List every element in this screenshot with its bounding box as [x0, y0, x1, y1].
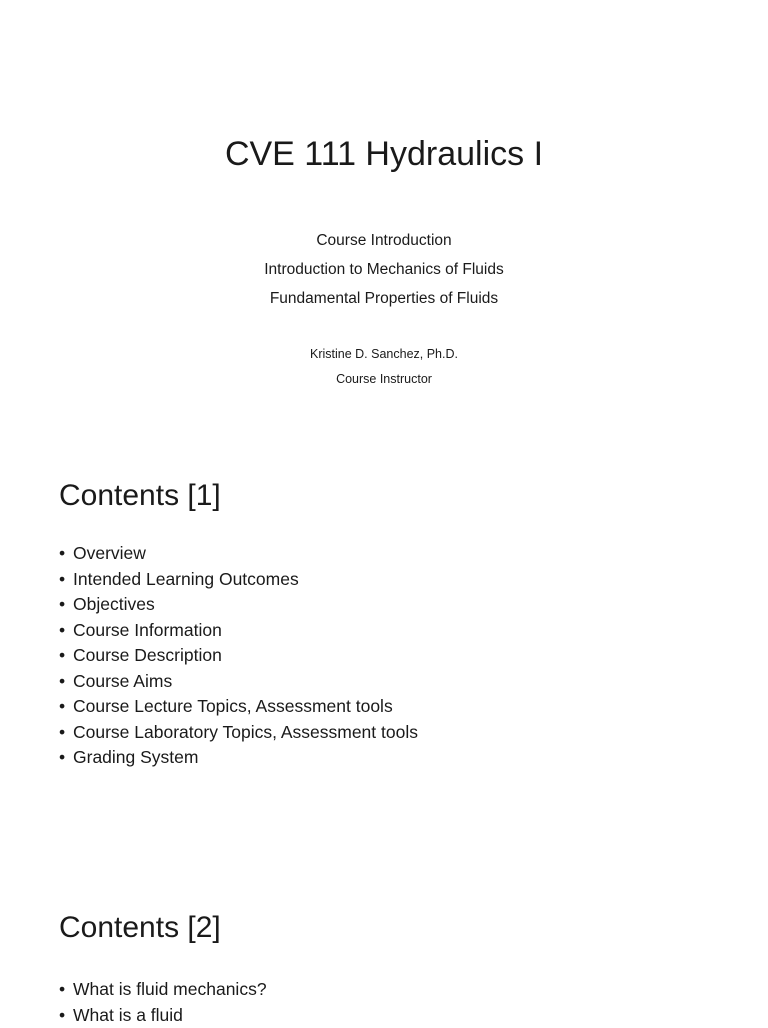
- contents-heading-1: Contents [1]: [59, 476, 221, 516]
- contents-heading-2: Contents [2]: [59, 908, 221, 948]
- list-item-label: Intended Learning Outcomes: [73, 569, 299, 589]
- bullet-icon: •: [59, 669, 73, 695]
- list-item-label: Course Laboratory Topics, Assessment tools: [73, 722, 418, 742]
- bullet-icon: •: [59, 694, 73, 720]
- list-item-label: Course Lecture Topics, Assessment tools: [73, 696, 393, 716]
- contents-list-1: [59, 541, 418, 771]
- author-role: Course Instructor: [0, 367, 768, 392]
- contents-slide-2: [0, 864, 768, 1024]
- list-item: [59, 745, 418, 771]
- bullet-icon: •: [59, 1003, 73, 1028]
- list-item-label: What is fluid mechanics?: [73, 979, 267, 999]
- list-item-label: Objectives: [73, 594, 155, 614]
- contents-slide-1: [0, 432, 768, 864]
- page-title: CVE 111 Hydraulics I: [0, 132, 768, 176]
- bullet-icon: •: [59, 977, 73, 1003]
- title-slide: [0, 0, 768, 432]
- author-name: Kristine D. Sanchez, Ph.D.: [0, 342, 768, 367]
- list-item: [59, 643, 418, 669]
- list-item: [59, 541, 418, 567]
- list-item: [59, 669, 418, 695]
- list-item-label: Course Aims: [73, 671, 172, 691]
- bullet-icon: •: [59, 541, 73, 567]
- list-item-label: Course Description: [73, 645, 222, 665]
- bullet-icon: •: [59, 618, 73, 644]
- subtitle-properties-of-fluids: Fundamental Properties of Fluids: [0, 284, 768, 313]
- subtitle-course-introduction: Course Introduction: [0, 226, 768, 255]
- subtitle-list: [0, 226, 768, 313]
- bullet-icon: •: [59, 592, 73, 618]
- list-item: [59, 977, 267, 1003]
- author-block: [0, 342, 768, 392]
- list-item: [59, 1003, 267, 1028]
- list-item: [59, 618, 418, 644]
- list-item: [59, 720, 418, 746]
- bullet-icon: •: [59, 745, 73, 771]
- list-item-label: What is a fluid: [73, 1005, 183, 1025]
- subtitle-mechanics-of-fluids: Introduction to Mechanics of Fluids: [0, 255, 768, 284]
- list-item: [59, 694, 418, 720]
- bullet-icon: •: [59, 720, 73, 746]
- list-item-label: Grading System: [73, 747, 198, 767]
- contents-list-2: [59, 977, 267, 1028]
- list-item: [59, 567, 418, 593]
- bullet-icon: •: [59, 643, 73, 669]
- list-item-label: Course Information: [73, 620, 222, 640]
- list-item: [59, 592, 418, 618]
- list-item-label: Overview: [73, 543, 146, 563]
- bullet-icon: •: [59, 567, 73, 593]
